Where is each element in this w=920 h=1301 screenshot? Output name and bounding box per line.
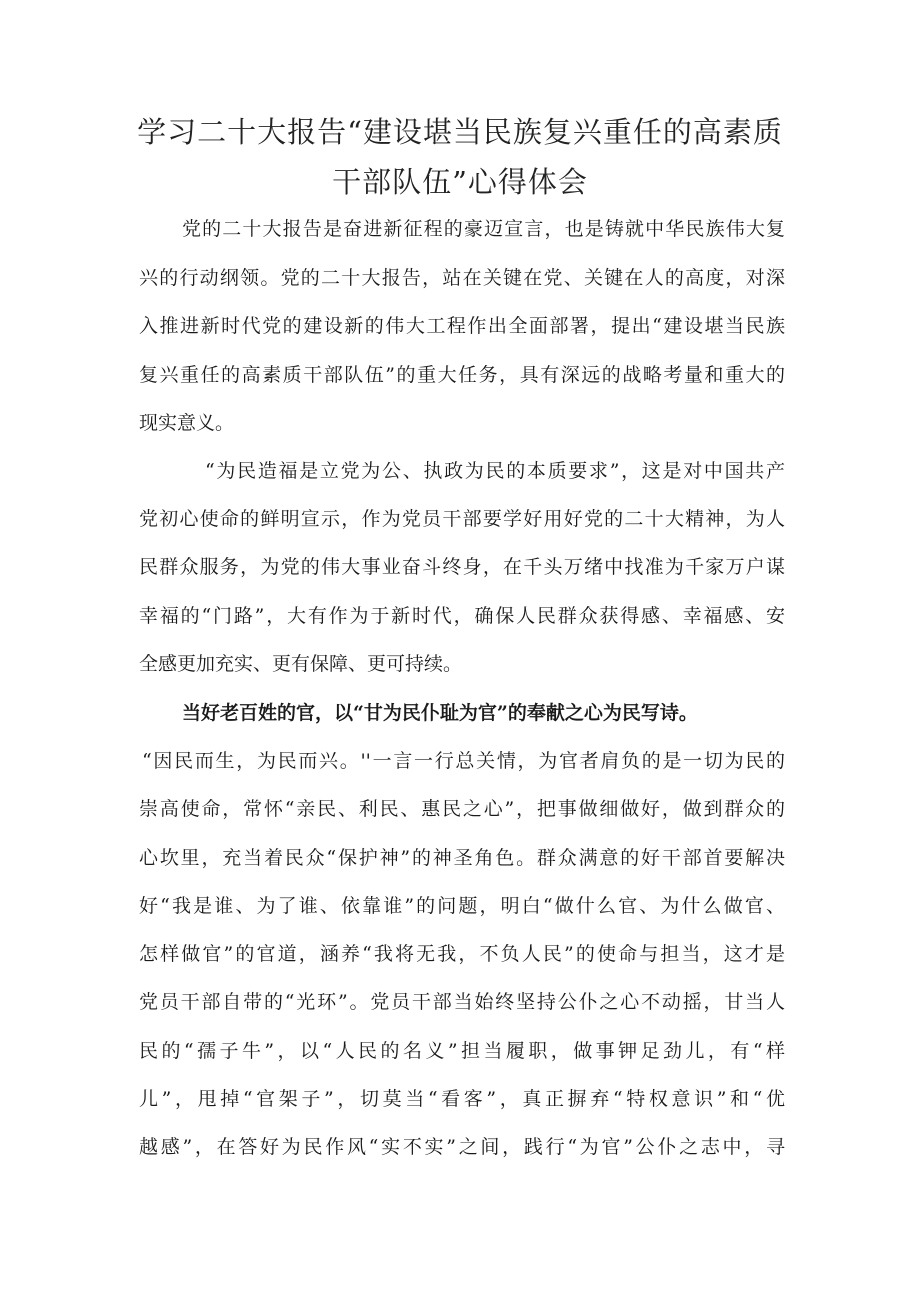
paragraph-3-line: 儿”，甩掉“官架子”，切莫当“看客”，真正摒弃“特权意识”和“优	[139, 1088, 785, 1110]
paragraph-3-line: 好“我是谁、为了谁、依靠谁”的问题，明白“做什么官、为什么做官、	[139, 895, 785, 917]
paragraph-2-line: 党初心使命的鲜明宣示，作为党员干部要学好用好党的二十大精神，为人	[139, 508, 785, 530]
paragraph-3-line: 崇高使命，常怀“亲民、利民、惠民之心”，把事做细做好，做到群众的	[139, 798, 785, 820]
paragraph-3-line: 怎样做官”的官道，涵养“我将无我，不负人民”的使命与担当，这才是	[139, 943, 785, 965]
paragraph-2-line: 全感更加充实、更有保障、更可持续。	[139, 653, 463, 675]
paragraph-1-line: 现实意义。	[139, 412, 235, 434]
paragraph-3-line: 越感”，在答好为民作风“实不实”之间，践行“为官”公仆之志中，寻	[139, 1136, 785, 1158]
document-title-line-1: 学习二十大报告“建设堪当民族复兴重任的高素质	[137, 115, 783, 149]
paragraph-3-line: 党员干部自带的“光环”。党员干部当始终坚持公仆之心不动摇，甘当人	[139, 991, 785, 1013]
paragraph-2-line: “为民造福是立党为公、执政为民的本质要求”，这是对中国共产	[205, 460, 785, 482]
paragraph-3-line: “因民而生，为民而兴。''一言一行总关情，为官者肩负的是一切为民的	[142, 750, 785, 772]
paragraph-3-line: 民的“孺子牛”，以“人民的名义”担当履职，做事钾足劲儿，有“样	[139, 1040, 785, 1062]
paragraph-1-line: 复兴重任的高素质干部队伍”的重大任务，具有深远的战略考量和重大的	[139, 364, 785, 386]
paragraph-1-line: 兴的行动纲领。党的二十大报告，站在关键在党、关键在人的高度，对深	[139, 267, 785, 289]
paragraph-3-line: 心坎里，充当着民众“保护神”的神圣角色。群众满意的好干部首要解决	[139, 847, 785, 869]
paragraph-1-line: 入推进新时代党的建设新的伟大工程作出全面部署，提出“建设堪当民族	[139, 315, 785, 337]
paragraph-2-line: 幸福的“门路”，大有作为于新时代，确保人民群众获得感、幸福感、安	[139, 605, 785, 627]
document-title-line-2: 干部队伍”心得体会	[332, 165, 588, 199]
paragraph-2-line: 民群众服务，为党的伟大事业奋斗终身，在千头万绪中找准为千家万户谋	[139, 556, 785, 578]
paragraph-1-line: 党的二十大报告是奋进新征程的豪迈宣言，也是铸就中华民族伟大复	[182, 218, 785, 240]
section-heading: 当好老百姓的官，以“甘为民仆耻为官”的奉献之心为民写诗。	[182, 702, 698, 724]
